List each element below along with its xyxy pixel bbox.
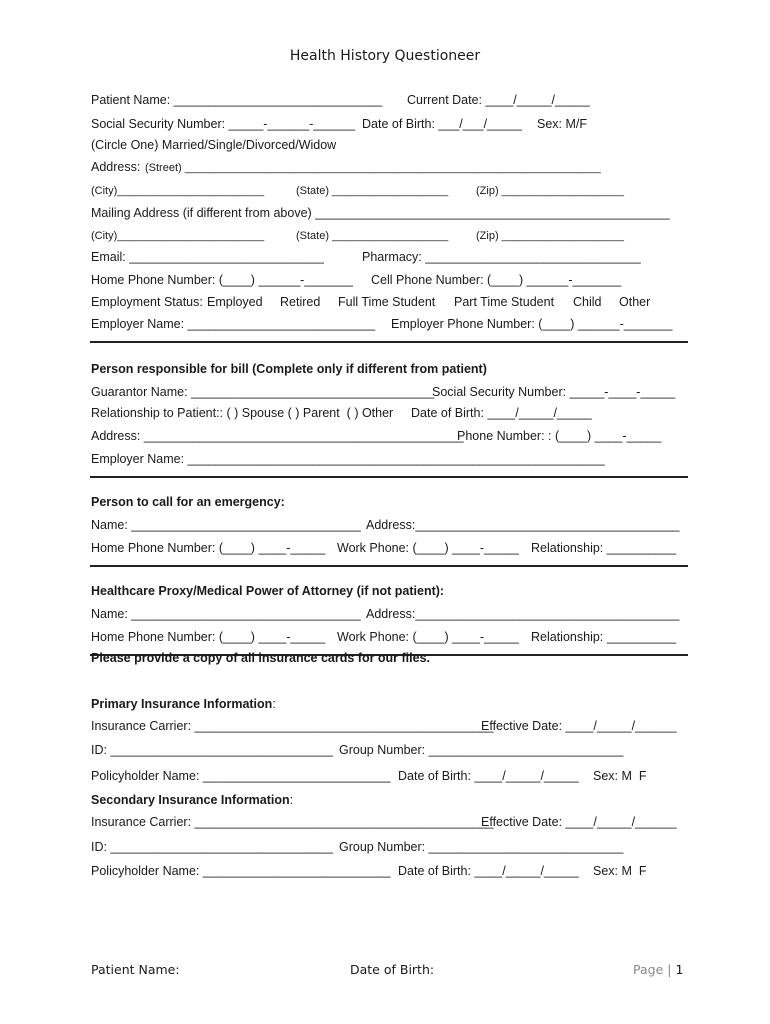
primary-insurance-heading [91,697,276,712]
secondary-sex-field[interactable]: Sex: M F [593,864,647,878]
proxy-heading: Healthcare Proxy/Medical Power of Attorney (if not patient): [91,584,445,598]
dob-field[interactable]: Date of Birth: ___/___/_____ [362,117,522,131]
primary-sex-field[interactable]: Sex: M F [593,769,647,783]
footer-patient-name: Patient Name: [91,962,180,977]
current-date-field[interactable]: Current Date: ____/_____/_____ [407,93,590,107]
guarantor-relationship-field[interactable]: Relationship to Patient:: ( ) Spouse ( ) Parent ( ) Other [91,406,394,420]
primary-effective-date-field[interactable]: Effective Date: ____/_____/______ [481,719,677,733]
sex-field[interactable]: Sex: M/F [537,117,588,131]
mailing-address-field[interactable]: Mailing Address (if different from above) ___________________________________________________ [91,206,670,220]
employment-option-full-time-student[interactable]: Full Time Student [338,295,436,309]
primary-insurance-heading-text: Primary Insurance Information [91,697,273,711]
secondary-insurance-heading-colon: : [289,793,294,807]
secondary-id-field[interactable]: ID: ________________________________ [91,840,333,854]
home-phone-field[interactable]: Home Phone Number: (____) ______-_______ [91,273,353,287]
section-divider [90,341,688,343]
proxy-address-field[interactable]: Address:______________________________________ [366,607,680,621]
ssn-field[interactable]: Social Security Number: _____-______-______ [91,117,356,131]
pharmacy-field[interactable]: Pharmacy: _______________________________ [362,250,641,264]
address-label: Address: [91,160,141,174]
proxy-name-field[interactable]: Name: _________________________________ [91,607,361,621]
emergency-work-phone-field[interactable]: Work Phone: (____) ____-_____ [337,541,519,555]
primary-policyholder-field[interactable]: Policyholder Name: ___________________________ [91,769,391,783]
section-divider [90,476,688,478]
guarantor-ssn-field[interactable]: Social Security Number: _____-____-_____ [432,385,676,399]
proxy-home-phone-field[interactable]: Home Phone Number: (____) ____-_____ [91,630,326,644]
employment-option-retired[interactable]: Retired [280,295,321,309]
employment-option-other[interactable]: Other [619,295,651,309]
secondary-carrier-field[interactable]: Insurance Carrier: ___________________________________________ [91,815,494,829]
mailing-state-field[interactable]: (State) ___________________ [296,230,449,242]
employment-option-employed[interactable]: Employed [207,295,263,309]
insurance-cards-note: Please provide a copy of all insurance cards for our files. [91,651,431,665]
primary-insurance-heading-colon: : [272,697,276,711]
secondary-insurance-heading-text: Secondary Insurance Information [91,793,290,807]
emergency-home-phone-field[interactable]: Home Phone Number: (____) ____-_____ [91,541,326,555]
employment-option-child[interactable]: Child [573,295,602,309]
primary-group-number-field[interactable]: Group Number: ____________________________ [339,743,624,757]
form-title: Health History Questioneer [289,48,481,64]
footer-page-label: Page | [633,962,672,977]
primary-id-field[interactable]: ID: ________________________________ [91,743,333,757]
footer-dob: Date of Birth: [350,962,435,977]
patient-name-field[interactable]: Patient Name: ______________________________ [91,93,383,107]
emergency-relationship-field[interactable]: Relationship: __________ [531,541,677,555]
zip-field[interactable]: (Zip) ____________________ [476,185,625,197]
proxy-work-phone-field[interactable]: Work Phone: (____) ____-_____ [337,630,519,644]
employment-option-part-time-student[interactable]: Part Time Student [454,295,555,309]
primary-carrier-field[interactable]: Insurance Carrier: ___________________________________________ [91,719,494,733]
street-field[interactable]: (Street) ____________________________________________________________________ [145,162,601,174]
city-field[interactable]: (City)________________________ [91,185,265,197]
emergency-name-field[interactable]: Name: _________________________________ [91,518,361,532]
secondary-policyholder-field[interactable]: Policyholder Name: ___________________________ [91,864,391,878]
cell-phone-field[interactable]: Cell Phone Number: (____) ______-_______ [371,273,622,287]
guarantor-employer-field[interactable]: Employer Name: ____________________________________________________________ [91,452,605,466]
employer-name-field[interactable]: Employer Name: ___________________________ [91,317,376,331]
footer-page-number [633,962,683,977]
guarantor-heading: Person responsible for bill (Complete only if different from patient) [91,362,487,376]
secondary-effective-date-field[interactable]: Effective Date: ____/_____/______ [481,815,677,829]
mailing-zip-field[interactable]: (Zip) ____________________ [476,230,625,242]
proxy-relationship-field[interactable]: Relationship: __________ [531,630,677,644]
state-field[interactable]: (State) ___________________ [296,185,449,197]
footer-page-num: 1 [675,962,684,977]
guarantor-dob-field[interactable]: Date of Birth: ____/_____/_____ [411,406,592,420]
guarantor-phone-field[interactable]: Phone Number: : (____) ____-_____ [457,429,662,443]
emergency-heading: Person to call for an emergency: [91,495,285,509]
secondary-insurance-heading [91,793,293,808]
email-field[interactable]: Email: ____________________________ [91,250,324,264]
secondary-group-number-field[interactable]: Group Number: ____________________________ [339,840,624,854]
primary-dob-field[interactable]: Date of Birth: ____/_____/_____ [398,769,579,783]
mailing-city-field[interactable]: (City)________________________ [91,230,265,242]
secondary-dob-field[interactable]: Date of Birth: ____/_____/_____ [398,864,579,878]
section-divider [90,565,688,567]
guarantor-address-field[interactable]: Address: ______________________________________________ [91,429,464,443]
employer-phone-field[interactable]: Employer Phone Number: (____) ______-_______ [391,317,673,331]
employment-status-label: Employment Status: [91,295,203,309]
emergency-address-field[interactable]: Address:______________________________________ [366,518,680,532]
marital-status-field[interactable]: (Circle One) Married/Single/Divorced/Widow [91,138,337,152]
guarantor-name-field[interactable]: Guarantor Name: ___________________________________ [91,385,435,399]
